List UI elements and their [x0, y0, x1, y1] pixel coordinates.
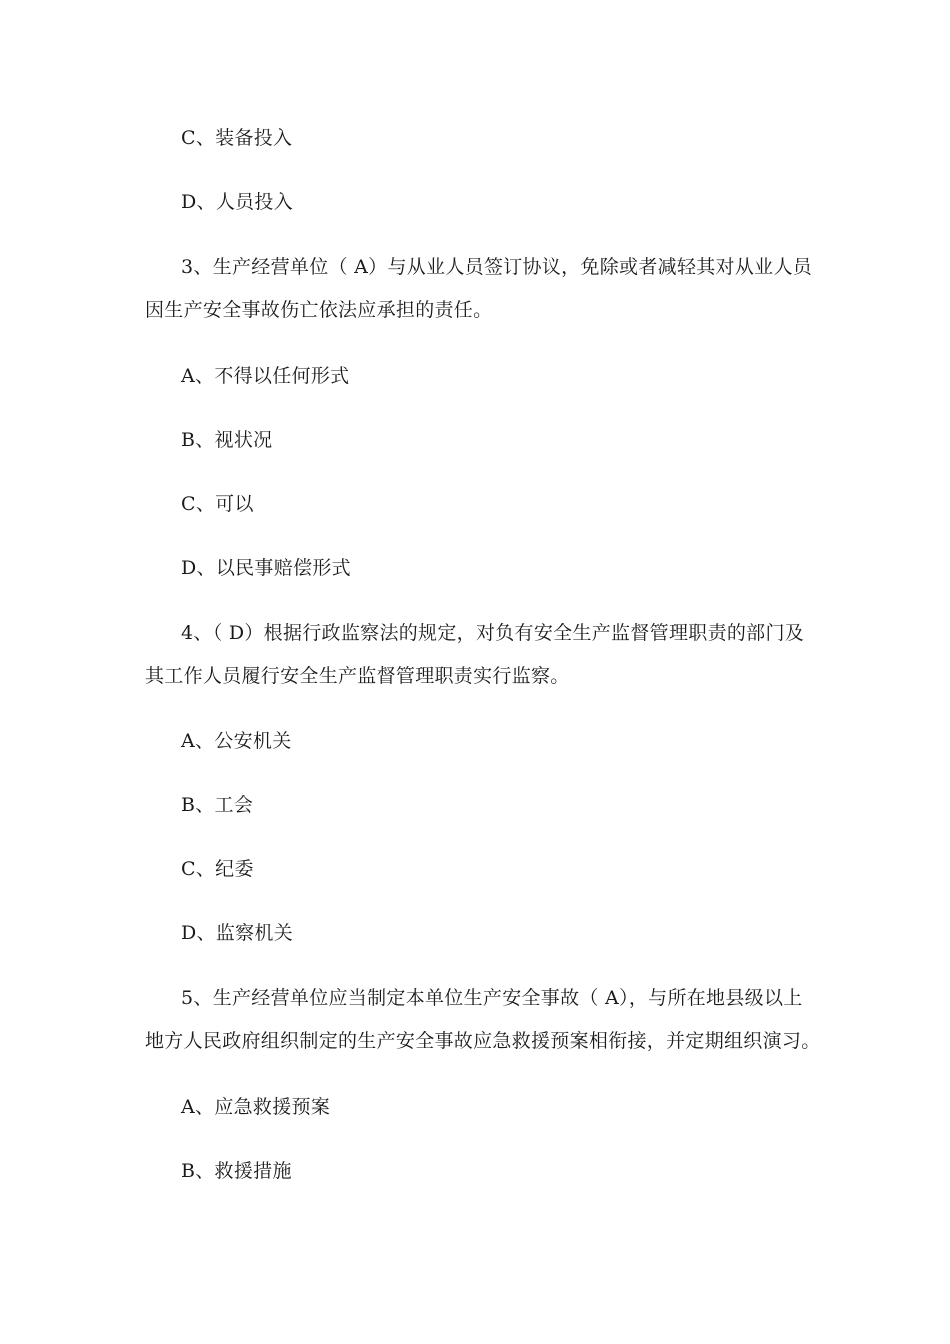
question-3-line-2: 因生产安全事故伤亡依法应承担的责任。 — [145, 299, 493, 321]
question-4-line-2: 其工作人员履行安全生产监督管理职责实行监察。 — [145, 665, 570, 687]
question-4-option-d: D、监察机关 — [181, 922, 294, 944]
question-4-line-1: 4、（ D）根据行政监察法的规定，对负有安全生产监督管理职责的部门及 — [181, 622, 805, 644]
question-4-option-c: C、纪委 — [181, 858, 254, 880]
question-4-option-b: B、工会 — [181, 794, 254, 816]
question-5-option-b: B、救援措施 — [181, 1160, 292, 1182]
question-3-option-d: D、以民事赔偿形式 — [181, 557, 351, 579]
question-3-line-1: 3、生产经营单位（ A）与从业人员签订协议，免除或者减轻其对从业人员 — [181, 256, 813, 278]
option-c-equipment: C、装备投入 — [181, 127, 293, 149]
question-5-option-a: A、应急救援预案 — [181, 1096, 331, 1118]
question-3-option-c: C、可以 — [181, 493, 254, 515]
question-3-option-a: A、不得以任何形式 — [181, 365, 350, 387]
option-d-personnel: D、人员投入 — [181, 191, 294, 213]
question-5-line-2: 地方人民政府组织制定的生产安全事故应急救援预案相衔接，并定期组织演习。 — [145, 1030, 821, 1052]
question-5-line-1: 5、生产经营单位应当制定本单位生产安全事故（ A），与所在地县级以上 — [181, 987, 803, 1009]
question-3-option-b: B、视状况 — [181, 429, 273, 451]
question-4-option-a: A、公安机关 — [181, 730, 292, 752]
